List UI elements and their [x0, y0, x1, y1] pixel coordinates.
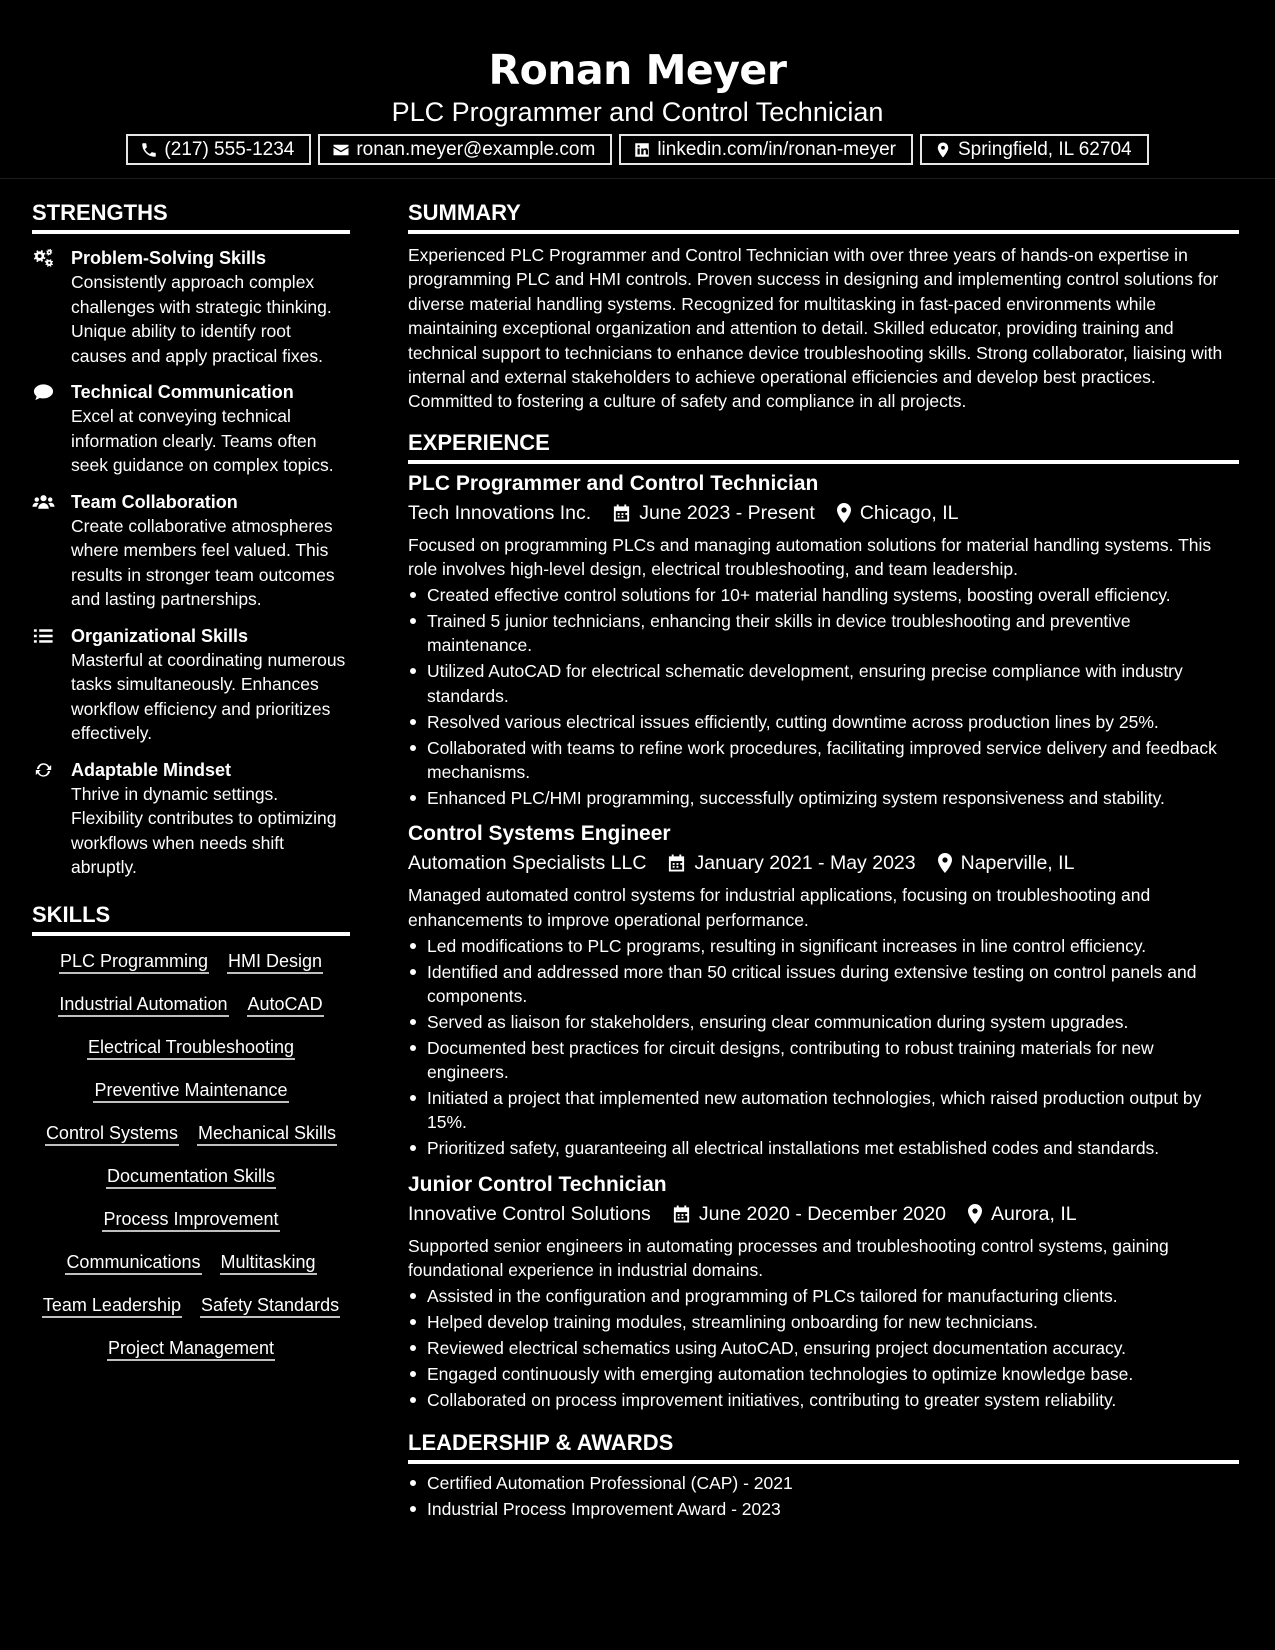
list-icon	[32, 626, 55, 646]
summary-text: Experienced PLC Programmer and Control Technician with over three years of hands-on expertise in programming PLC and HMI controls. Proven success in designing and implementing control solutions for diverse material handling systems. Recognized for multitasking in fast-paced environments while maintaining exceptional organization and attention to detail. Skilled educator, providing training and technical support to technicians to enhance device troubleshooting skills. Strong collaborator, liaising with internal and external stakeholders to achieve operational efficiencies and develop best practices. Committed to fostering a culture of safety and compliance in all projects.	[408, 245, 1223, 412]
job-title: Control Systems Engineer	[408, 822, 671, 846]
skill-tag: Electrical Troubleshooting	[87, 1036, 295, 1060]
skill-tag: Multitasking	[220, 1251, 317, 1275]
job-company: Innovative Control Solutions	[408, 1202, 651, 1225]
job-bullet: Documented best practices for circuit designs, contributing to robust training materials for new engineers.	[408, 1036, 1239, 1085]
job-location: Aurora, IL	[990, 1202, 1077, 1225]
calendar-icon	[612, 503, 631, 523]
job-company: Tech Innovations Inc.	[408, 501, 592, 524]
users-icon	[32, 492, 55, 512]
envelope-icon	[332, 141, 350, 159]
calendar-icon	[672, 1204, 691, 1224]
skill-tag: PLC Programming	[59, 950, 209, 974]
refresh-icon	[32, 760, 55, 780]
skill-tag: Industrial Automation	[58, 993, 228, 1017]
skill-tag: Process Improvement	[102, 1208, 279, 1232]
strength-description: Create collaborative atmospheres where members feel valued. This results in stronger team outcomes and lasting partnerships.	[71, 515, 335, 609]
contact-email-text: ronan.meyer@example.com	[356, 138, 596, 160]
strength-item	[32, 624, 350, 746]
job-bullet: Helped develop training modules, streamlining onboarding for new technicians.	[408, 1310, 1239, 1334]
strength-title: Team Collaboration	[71, 491, 238, 512]
resume-header	[0, 0, 1275, 179]
map-pin-icon	[836, 503, 852, 523]
contact-linkedin	[619, 134, 913, 165]
strength-item	[32, 246, 350, 368]
job-bullets	[408, 1284, 1239, 1412]
job-entry	[408, 470, 1239, 810]
skill-tag: Team Leadership	[42, 1294, 182, 1318]
job-bullet: Initiated a project that implemented new automation technologies, which raised production output by 15%.	[408, 1086, 1239, 1135]
skill-tag: AutoCAD	[247, 993, 324, 1017]
job-bullet: Collaborated on process improvement initiatives, contributing to greater system reliability.	[408, 1388, 1239, 1412]
contact-location	[920, 134, 1149, 165]
phone-icon	[140, 141, 158, 159]
skill-tag: Control Systems	[45, 1122, 179, 1146]
candidate-title: PLC Programmer and Control Technician	[391, 97, 884, 127]
job-bullet: Reviewed electrical schematics using AutoCAD, ensuring project documentation accuracy.	[408, 1336, 1239, 1360]
skills-list	[32, 936, 350, 1361]
contact-linkedin-text: linkedin.com/in/ronan-meyer	[657, 138, 896, 160]
job-description: Managed automated control systems for industrial applications, focusing on troubleshooting and enhancements to improve operational performance.	[408, 885, 1151, 930]
strength-item	[32, 490, 350, 612]
candidate-name: Ronan Meyer	[488, 46, 787, 94]
contact-bar	[0, 134, 1275, 165]
strength-description: Thrive in dynamic settings. Flexibility contributes to optimizing workflows when needs shift abruptly.	[71, 783, 337, 877]
skill-tag: Documentation Skills	[106, 1165, 276, 1189]
job-location: Chicago, IL	[859, 501, 959, 524]
gears-icon	[32, 248, 55, 268]
job-bullet: Utilized AutoCAD for electrical schematic development, ensuring precise compliance with industry standards.	[408, 659, 1239, 708]
job-bullet: Enhanced PLC/HMI programming, successfully optimizing system responsiveness and stability.	[408, 786, 1239, 810]
map-pin-icon	[934, 141, 952, 159]
job-meta	[408, 848, 1239, 878]
skill-tag: HMI Design	[227, 950, 323, 974]
linkedin-icon	[633, 141, 651, 159]
job-bullets	[408, 583, 1239, 810]
skills-heading: SKILLS	[32, 900, 350, 936]
job-bullet: Led modifications to PLC programs, resulting in significant increases in line control efficiency.	[408, 934, 1239, 958]
strengths-heading: STRENGTHS	[32, 198, 350, 234]
contact-location-text: Springfield, IL 62704	[957, 138, 1132, 160]
award-item: Industrial Process Improvement Award - 2023	[408, 1497, 1239, 1521]
job-dates: June 2020 - December 2020	[698, 1202, 946, 1225]
job-bullets	[408, 934, 1239, 1161]
award-item: Certified Automation Professional (CAP) - 2021	[408, 1471, 1239, 1495]
job-bullet: Assisted in the configuration and programming of PLCs tailored for manufacturing clients.	[408, 1284, 1239, 1308]
strength-description: Excel at conveying technical information clearly. Teams often seek guidance on complex topics.	[71, 406, 334, 475]
calendar-icon	[667, 853, 686, 873]
speech-bubble-icon	[32, 382, 55, 402]
job-description: Focused on programming PLCs and managing automation solutions for material handling systems. This role involves high-level design, electrical troubleshooting, and team leadership.	[408, 534, 1212, 580]
job-description: Supported senior engineers in automating processes and troubleshooting control systems, gaining foundational experience in industrial domains.	[408, 1235, 1169, 1281]
job-bullet: Engaged continuously with emerging automation technologies to optimize knowledge base.	[408, 1362, 1239, 1386]
awards-heading: LEADERSHIP & AWARDS	[408, 1428, 1239, 1464]
job-entry	[408, 820, 1239, 1160]
job-entry	[408, 1171, 1239, 1412]
job-bullet: Created effective control solutions for 10+ material handling systems, boosting overall efficiency.	[408, 583, 1239, 607]
strength-item	[32, 758, 350, 880]
strength-title: Technical Communication	[71, 382, 294, 402]
skill-tag: Project Management	[107, 1337, 275, 1361]
job-bullet: Resolved various electrical issues efficiently, cutting downtime across production lines by 25%.	[408, 710, 1239, 734]
experience-heading: EXPERIENCE	[408, 428, 1239, 464]
strength-title: Organizational Skills	[71, 625, 249, 646]
right-column	[408, 198, 1239, 1521]
skill-tag: Preventive Maintenance	[93, 1079, 288, 1103]
contact-phone	[126, 134, 311, 165]
strength-item	[32, 380, 350, 478]
job-dates: January 2021 - May 2023	[694, 852, 916, 875]
job-bullet: Trained 5 junior technicians, enhancing their skills in device troubleshooting and preventive maintenance.	[408, 609, 1239, 658]
awards-list	[408, 1471, 1239, 1521]
map-pin-icon	[967, 1204, 983, 1224]
contact-phone-text: (217) 555-1234	[164, 138, 295, 160]
strength-description: Consistently approach complex challenges with strategic thinking. Unique ability to identify root causes and apply practical fixes.	[71, 272, 332, 366]
job-title: PLC Programmer and Control Technician	[408, 471, 819, 495]
job-bullet: Collaborated with teams to refine work procedures, facilitating improved service delivery and feedback mechanisms.	[408, 736, 1239, 785]
job-dates: June 2023 - Present	[639, 501, 815, 524]
strength-description: Masterful at coordinating numerous tasks simultaneously. Enhances workflow efficiency and prioritizes effectively.	[71, 649, 346, 743]
skill-tag: Safety Standards	[200, 1294, 340, 1318]
skill-tag: Communications	[65, 1251, 201, 1275]
job-meta	[408, 1199, 1239, 1229]
job-bullet: Prioritized safety, guaranteeing all electrical installations met established codes and standards.	[408, 1136, 1239, 1160]
skill-tag: Mechanical Skills	[197, 1122, 337, 1146]
job-meta	[408, 498, 1239, 528]
job-title: Junior Control Technician	[408, 1172, 667, 1196]
left-column	[32, 198, 350, 1361]
map-pin-icon	[937, 853, 953, 873]
job-bullet: Identified and addressed more than 50 critical issues during extensive testing on control panels and components.	[408, 960, 1239, 1009]
job-company: Automation Specialists LLC	[408, 852, 647, 875]
summary-heading: SUMMARY	[408, 198, 1239, 234]
job-bullet: Served as liaison for stakeholders, ensuring clear communication during system upgrades.	[408, 1010, 1239, 1034]
strength-title: Adaptable Mindset	[71, 759, 232, 780]
contact-email	[318, 134, 612, 165]
job-location: Naperville, IL	[960, 852, 1075, 875]
strength-title: Problem-Solving Skills	[71, 248, 267, 268]
